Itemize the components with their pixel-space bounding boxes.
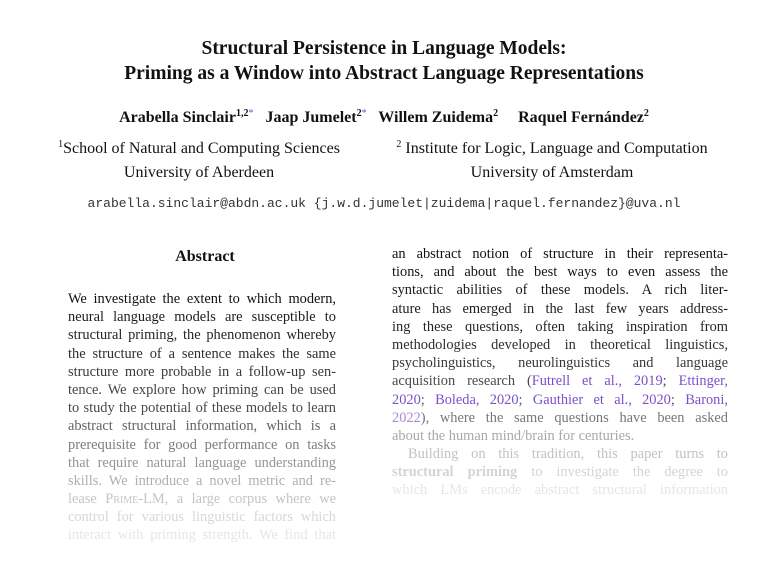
equal-contribution-mark: * bbox=[361, 108, 367, 119]
abstract-line: We investigate the extent to which modern, bbox=[68, 291, 336, 307]
abstract-line-faded bbox=[68, 545, 336, 563]
abstract-line: lease Prime-LM, a large corpus where we bbox=[68, 491, 337, 508]
abstract-line: abstract structural information, which is a bbox=[68, 418, 336, 435]
intro-line: which LMs encode abstract structural information bbox=[392, 482, 728, 499]
affiliation-1 bbox=[32, 137, 366, 185]
abstract-line: neural language models are susceptible to bbox=[68, 309, 336, 326]
corpus-name: Prime bbox=[105, 491, 139, 508]
intro-line: ature has emerged in the last few years address- bbox=[392, 300, 728, 317]
equal-contribution-mark: * bbox=[248, 108, 254, 119]
abstract-line: the structure of a sentence makes the same bbox=[68, 345, 336, 362]
author-list bbox=[0, 108, 768, 128]
abstract-line: to study the potential of these models to learn bbox=[68, 400, 336, 417]
author-name: Willem Zuidema bbox=[378, 109, 494, 126]
intro-line: methodologies developed in theoretical linguistics, bbox=[392, 336, 728, 353]
citation-link[interactable]: 2020 bbox=[392, 391, 421, 408]
affiliation-university: University of Aberdeen bbox=[123, 164, 275, 181]
abstract-heading: Abstract bbox=[175, 248, 235, 265]
intro-line: structural priming to investigate the degree to bbox=[392, 464, 728, 481]
author-emails: arabella.sinclair@abdn.ac.uk {j.w.d.jumelet|zuidema|raquel.fernandez}@uva.nl bbox=[87, 196, 681, 211]
intro-line: 2020; Boleda, 2020; Gauthier et al., 2020; Baroni, bbox=[392, 391, 728, 408]
author-affiliation-sup: 2 bbox=[356, 108, 362, 119]
abstract-line: prerequisite for good performance on tasks bbox=[68, 436, 336, 453]
paper-title bbox=[0, 36, 768, 86]
intro-line-faded bbox=[392, 500, 728, 518]
affiliation-sup: 1 bbox=[58, 139, 64, 150]
intro-line: tions, and about the best ways to even assess the bbox=[392, 264, 728, 281]
title-line-1: Structural Persistence in Language Models: bbox=[201, 38, 567, 59]
author-name: Arabella Sinclair bbox=[119, 109, 236, 126]
author-affiliation-sup: 2 bbox=[493, 108, 499, 119]
abstract-line: that require natural language understanding bbox=[68, 454, 336, 471]
abstract-line: structural priming, the phenomenon whereby bbox=[68, 327, 336, 344]
affiliation-dept: Institute for Logic, Language and Computation bbox=[401, 140, 708, 157]
intro-line: Building on this tradition, this paper turns to bbox=[408, 446, 728, 463]
title-line-2: Priming as a Window into Abstract Language Representations bbox=[124, 63, 644, 84]
citation-link[interactable]: Futrell et al., 2019 bbox=[531, 373, 663, 390]
affiliation-university: University of Amsterdam bbox=[470, 164, 634, 181]
intro-line: syntactic abilities of these models. A rich liter- bbox=[392, 282, 728, 299]
citation-link[interactable]: Ettinger, bbox=[678, 373, 728, 390]
abstract-line: control for various linguistic factors which bbox=[68, 509, 336, 526]
intro-body bbox=[392, 245, 728, 518]
citation-link[interactable]: 2022 bbox=[392, 409, 421, 426]
abstract-line: interact with priming strength. We find that bbox=[68, 527, 336, 544]
affiliation-dept: School of Natural and Computing Sciences bbox=[63, 140, 340, 157]
intro-line: psycholinguistics, neurolinguistics and language bbox=[392, 355, 728, 372]
citation-link[interactable]: Boleda, 2020 bbox=[435, 391, 519, 408]
author-affiliation-sup: 1,2 bbox=[235, 108, 249, 119]
affiliation-2 bbox=[370, 137, 734, 185]
abstract-body bbox=[68, 290, 336, 563]
citation-link[interactable]: Baroni, bbox=[685, 391, 728, 408]
intro-line: an abstract notion of structure in their representa- bbox=[392, 246, 728, 262]
key-term: structural priming bbox=[392, 464, 518, 481]
abstract-line: tence. We explore how priming can be used bbox=[68, 381, 336, 398]
author-affiliation-sup: 2 bbox=[643, 108, 649, 119]
abstract-line: skills. We introduce a novel metric and re- bbox=[68, 472, 336, 489]
author-name: Jaap Jumelet bbox=[265, 109, 357, 126]
intro-line: ing these questions, often taking inspiration from bbox=[392, 318, 728, 335]
author-name: Raquel Fernández bbox=[518, 109, 644, 126]
intro-line: acquisition research (Futrell et al., 2019; Ettinger, bbox=[392, 373, 728, 390]
intro-line: 2022), where the same questions have been asked bbox=[392, 409, 728, 426]
abstract-line: structure more probable in a follow-up sen- bbox=[68, 363, 336, 380]
citation-link[interactable]: Gauthier et al., 2020 bbox=[532, 391, 671, 408]
affiliation-sup: 2 bbox=[396, 139, 402, 150]
intro-line: about the human mind/brain for centuries. bbox=[392, 427, 635, 444]
